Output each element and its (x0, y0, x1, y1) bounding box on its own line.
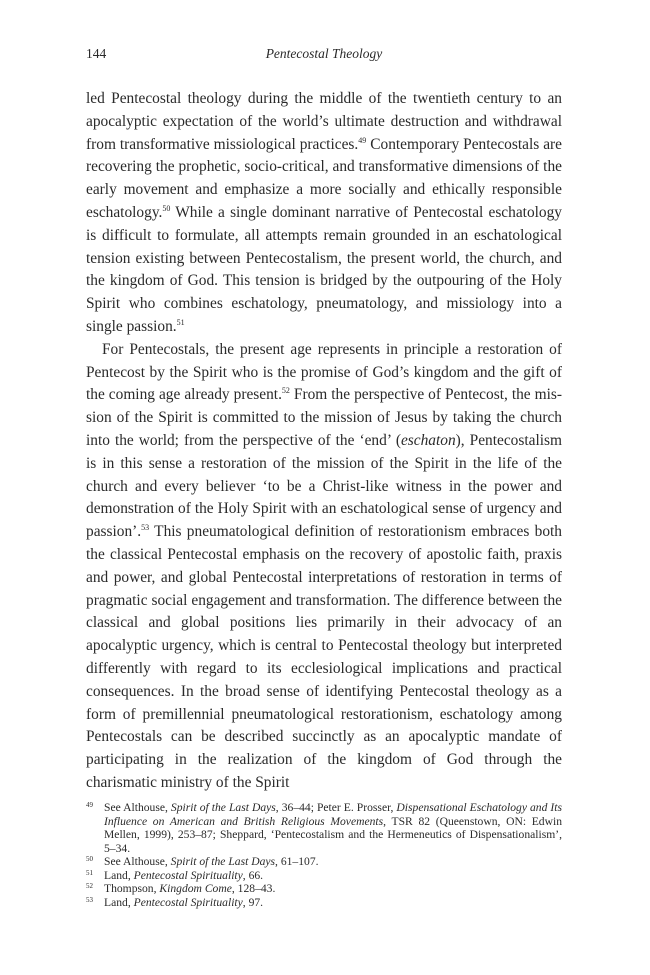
footnote-reference: 52 (281, 386, 290, 396)
text-run: , 66. (242, 868, 264, 882)
footnote (86, 801, 562, 855)
text-run: , 128–43. (231, 882, 276, 895)
footnote-number: 52 (86, 882, 93, 890)
text-run: ), Pentecostalism is in this sense a restoration of the mission of the Spirit in the life of the church and every believer ‘to be a Christ-like witness in the power and demonstration of the Holy Spirit with an eschatological sense of urgency and passion’. (86, 431, 562, 541)
italic-text: Spirit of the Last Days (170, 855, 276, 868)
text-run: , 61–107. (275, 855, 319, 868)
footnote (86, 855, 562, 869)
footnote-number: 50 (86, 855, 93, 863)
footnote-number: 49 (86, 801, 93, 809)
italic-text: eschaton (400, 431, 456, 449)
text-run: led Pentecostal theology during the middle of the twentieth century to an apocalyptic expectation of the world’s ultimate destruction and withdrawal from transformative missiological practices. (86, 90, 562, 153)
text-run: Contemporary Pentecostals are recovering the prophetic, socio-critical, and transformative dimensions of the early movement and emphasize a more socially and ethically responsible eschatology. (86, 135, 562, 221)
italic-text: Spirit of the Last Days (170, 801, 276, 814)
footnote-reference: 51 (176, 317, 185, 327)
text-run: From the perspective of Pentecost, the mission of the Spirit is committed to the mission of Jesus by taking the church into the world; from the perspective of the ‘end’ ( (86, 386, 563, 449)
text-run: Land, (104, 895, 134, 909)
italic-text: Pentecostal Spirituality (133, 868, 243, 882)
text-run: , TSR 82 (Queenstown, ON: Edwin Mellen, 1999), 253–87; Sheppard, ‘Pentecostalism and the Hermeneutics of Dispensationalism’, 5–34. (104, 814, 562, 855)
text-run: See Althouse, (104, 855, 171, 868)
text-run: , 36–44; Peter E. Prosser, (275, 801, 397, 814)
body-text (86, 88, 562, 795)
footnote-reference: 53 (141, 523, 150, 533)
footnotes (86, 801, 562, 909)
body-paragraph (86, 339, 562, 795)
text-run: , 97. (242, 895, 264, 909)
italic-text: Pentecostal Spirituality (133, 895, 243, 909)
text-run: Thompson, (104, 882, 160, 895)
text-run: See Althouse, (104, 801, 171, 814)
running-head (86, 46, 562, 66)
footnote-reference: 49 (358, 135, 367, 145)
italic-text: Dispensational Eschatology and Its Influence on American and British Religious Movements (104, 801, 563, 828)
footnote (86, 869, 562, 883)
footnote (86, 896, 562, 910)
page-number: 144 (86, 46, 107, 61)
italic-text: Kingdom Come (159, 882, 232, 895)
footnote (86, 882, 562, 896)
text-run: This pneumatological definition of restorationism embraces both the classical Pentecostal emphasis on the recovery of apostolic faith, praxis and power, and global Pentecostal interpretations of restoration in terms of pragmatic social engagement and transformation. The difference between the classical and global positions lies primarily in their advocacy of an apocalyptic urgency, which is central to Pentecostal theology but interpreted differently with regard to its ecclesiological implications and practical consequences. In the broad sense of identifying Pentecostal theology as a form of premillennial pneumatological restorationism, eschatology among Pentecostals can be described succinctly as an apocalyptic mandate of participating in the realization of the kingdom of God through the charismatic ministry of the Spirit (86, 523, 562, 791)
running-title: Pentecostal Theology (265, 46, 383, 61)
footnote-number: 51 (86, 868, 93, 877)
footnote-number: 53 (86, 895, 93, 904)
text-run: For Pentecostals, the present age represents in principle a restoration of Pentecost by the Spirit who is the promise of God’s kingdom and the gift of the coming age already present. (86, 340, 562, 404)
footnote-reference: 50 (162, 203, 171, 213)
body-paragraph (86, 88, 562, 339)
text-run: While a single dominant narrative of Pentecostal eschatology is difficult to formulate, all attempts remain grounded in an eschatological tension existing between Pentecostalism, the present world, the church, and the kingdom of God. This tension is bridged by the outpouring of the Holy Spirit who combines eschatology, pneumatology, and missiology into a single passion. (86, 203, 562, 335)
text-run: Land, (104, 868, 134, 882)
